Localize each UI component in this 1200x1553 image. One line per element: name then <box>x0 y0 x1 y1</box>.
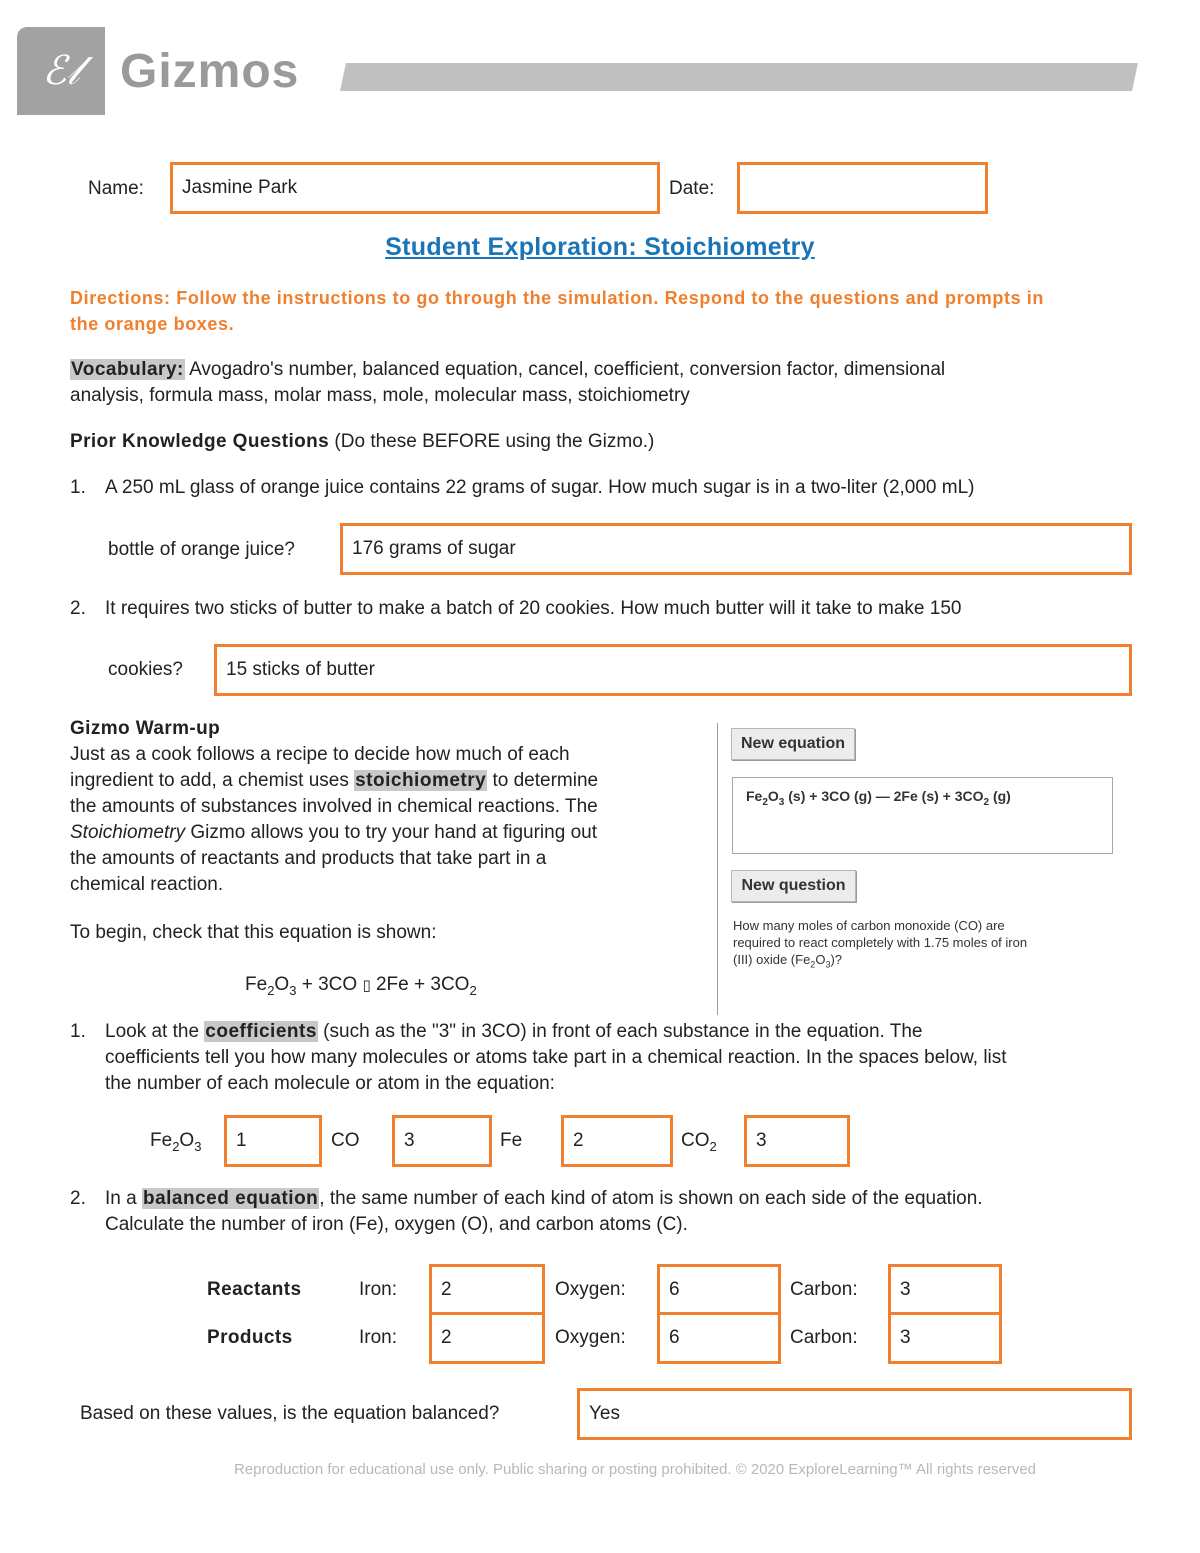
warmup-begin: To begin, check that this equation is shown: <box>70 922 437 943</box>
warmup-heading: Gizmo Warm-up <box>70 718 221 739</box>
vocabulary-label: Vocabulary: <box>71 359 184 380</box>
name-label: Name: <box>88 178 144 199</box>
stoichiometry-highlight: stoichiometry <box>355 770 487 791</box>
prior-knowledge-heading <box>70 429 654 455</box>
eq-part: Fe <box>245 974 268 995</box>
footer-notice: Reproduction for educational use only. Public sharing or posting prohibited. © 2020 ExploreLearning™ All rights reserved <box>233 1461 1037 1478</box>
eq-sub: 2 <box>983 796 990 808</box>
balanced-question: Based on these values, is the equation balanced? <box>80 1403 500 1424</box>
reactants-carbon-label: Carbon: <box>790 1279 858 1300</box>
warmup-line: ingredient to add, a chemist uses <box>70 770 355 791</box>
name-field[interactable]: Jasmine Park <box>170 162 660 214</box>
reactants-carbon-field[interactable]: 3 <box>888 1264 1002 1316</box>
reactants-oxygen-field[interactable]: 6 <box>657 1264 781 1316</box>
q2-number: 2. <box>70 1188 86 1209</box>
eq-sub: 2 <box>267 982 275 998</box>
q2-text <box>105 1186 1165 1238</box>
co2-coefficient-field[interactable]: 3 <box>744 1115 850 1167</box>
pk-q2-text-cont: cookies? <box>108 659 183 680</box>
arrow-glyph: ▯ <box>362 977 371 994</box>
balanced-answer-field[interactable]: Yes <box>577 1388 1132 1440</box>
formula-sub: 2 <box>709 1138 717 1154</box>
eq-part: + 3CO <box>296 974 363 995</box>
eq-part: 2Fe + 3CO <box>370 974 470 995</box>
co-label: CO <box>331 1130 360 1151</box>
q1-number: 1. <box>70 1021 86 1042</box>
equation-text <box>746 788 1011 808</box>
warmup-line: the amounts of reactants and products that take part in a <box>70 848 547 869</box>
q1-line: the number of each molecule or atom in the equation: <box>105 1073 555 1094</box>
logo-glyph: ℰ𝓁 <box>42 48 80 94</box>
formula-part: Fe <box>150 1130 173 1151</box>
brand-name: Gizmos <box>120 45 300 98</box>
eq-part: O <box>767 788 779 804</box>
pk-q2-number: 2. <box>70 598 86 619</box>
vocabulary-terms-2: analysis, formula mass, molar mass, mole, molecular mass, stoichiometry <box>70 385 690 406</box>
fe-coefficient-field[interactable]: 2 <box>561 1115 673 1167</box>
warmup-paragraph <box>70 742 710 898</box>
sim-question-line: O <box>815 952 826 967</box>
q2-line: Calculate the number of iron (Fe), oxygen (O), and carbon atoms (C). <box>105 1214 688 1235</box>
q1-line: Look at the <box>105 1021 205 1042</box>
q1-line: coefficients tell you how many molecules or atoms take part in a chemical reaction. In the spaces below, list <box>105 1047 1007 1068</box>
pk-q1-answer-field[interactable]: 176 grams of sugar <box>340 523 1132 575</box>
pk-q1-text-cont: bottle of orange juice? <box>108 539 295 560</box>
eq-part: (s) + 3CO (g) — 2Fe (s) + 3CO <box>784 788 984 804</box>
fe2o3-label <box>150 1128 201 1160</box>
eq-part: Fe <box>746 788 763 804</box>
co-coefficient-field[interactable]: 3 <box>392 1115 492 1167</box>
products-oxygen-field[interactable]: 6 <box>657 1312 781 1364</box>
date-label: Date: <box>669 178 715 199</box>
pk-q1-text: A 250 mL glass of orange juice contains 22 grams of sugar. How much sugar is in a two-liter (2,000 mL) <box>105 477 975 498</box>
warmup-line: Just as a cook follows a recipe to decide how much of each <box>70 744 570 765</box>
vocabulary <box>70 357 1150 409</box>
reactants-oxygen-label: Oxygen: <box>555 1279 626 1300</box>
eq-sub: 2 <box>469 982 477 998</box>
warmup-line: to determine <box>487 770 599 791</box>
warmup-line: the amounts of substances involved in chemical reactions. The <box>70 796 598 817</box>
q2-line: , the same number of each kind of atom is shown on each side of the equation. <box>319 1188 983 1209</box>
sim-question-line: )? <box>830 952 843 967</box>
pk-q1-number: 1. <box>70 477 86 498</box>
reactants-iron-label: Iron: <box>359 1279 398 1300</box>
page-title: Student Exploration: Stoichiometry <box>385 233 815 261</box>
reactants-label: Reactants <box>207 1279 302 1300</box>
vocabulary-terms-1: Avogadro's number, balanced equation, cancel, coefficient, conversion factor, dimensional <box>184 359 946 380</box>
prior-knowledge-title: Prior Knowledge Questions <box>70 431 330 452</box>
fe-label: Fe <box>500 1130 523 1151</box>
eq-sub: 2 <box>810 959 816 970</box>
eq-part: O <box>274 974 290 995</box>
sim-question-line: (III) oxide (Fe <box>733 952 811 967</box>
warmup-line: Gizmo allows you to try your hand at figuring out <box>185 822 597 843</box>
warmup-line: chemical reaction. <box>70 874 224 895</box>
products-iron-label: Iron: <box>359 1327 398 1348</box>
eq-sub: 3 <box>289 982 297 998</box>
formula-part: O <box>179 1130 195 1151</box>
sim-question <box>733 917 1113 974</box>
eq-sub: 3 <box>825 959 831 970</box>
co2-label <box>681 1128 717 1160</box>
fe2o3-coefficient-field[interactable]: 1 <box>224 1115 322 1167</box>
products-iron-field[interactable]: 2 <box>429 1312 545 1364</box>
reactants-iron-field[interactable]: 2 <box>429 1264 545 1316</box>
pk-q2-text: It requires two sticks of butter to make a batch of 20 cookies. How much butter will it take to make 150 <box>105 598 962 619</box>
eq-part: (g) <box>989 788 1011 804</box>
eq-sub: 2 <box>762 796 768 808</box>
products-carbon-field[interactable]: 3 <box>888 1312 1002 1364</box>
warmup-equation <box>245 972 477 1004</box>
products-oxygen-label: Oxygen: <box>555 1327 626 1348</box>
eq-sub: 3 <box>778 796 785 808</box>
equation-display <box>732 777 1113 854</box>
new-question-button[interactable]: New question <box>731 870 856 902</box>
date-field[interactable] <box>737 162 988 214</box>
pk-q2-answer-field[interactable]: 15 sticks of butter <box>214 644 1132 696</box>
prior-knowledge-note: (Do these BEFORE using the Gizmo.) <box>329 431 655 452</box>
sim-question-line: required to react completely with 1.75 moles of iron <box>733 935 1028 950</box>
products-label: Products <box>207 1327 293 1348</box>
gizmo-name: Stoichiometry <box>70 822 186 843</box>
formula-sub: 3 <box>194 1138 202 1154</box>
new-equation-button[interactable]: New equation <box>731 728 855 760</box>
q1-line: (such as the "3" in 3CO) in front of each substance in the equation. The <box>317 1021 923 1042</box>
section-divider <box>717 723 718 1015</box>
products-carbon-label: Carbon: <box>790 1327 858 1348</box>
balanced-equation-highlight: balanced equation <box>142 1188 319 1209</box>
formula-part: CO <box>681 1130 710 1151</box>
q2-line: In a <box>105 1188 142 1209</box>
directions: Directions: Follow the instructions to go through the simulation. Respond to the questions and prompts in the orange boxes. <box>70 288 1044 334</box>
formula-sub: 2 <box>172 1138 180 1154</box>
q1-text <box>105 1019 1165 1097</box>
coefficients-highlight: coefficients <box>205 1021 317 1042</box>
sim-question-line: How many moles of carbon monoxide (CO) are <box>733 918 1005 933</box>
header-bar <box>340 63 1138 91</box>
logo-mark <box>17 27 105 115</box>
